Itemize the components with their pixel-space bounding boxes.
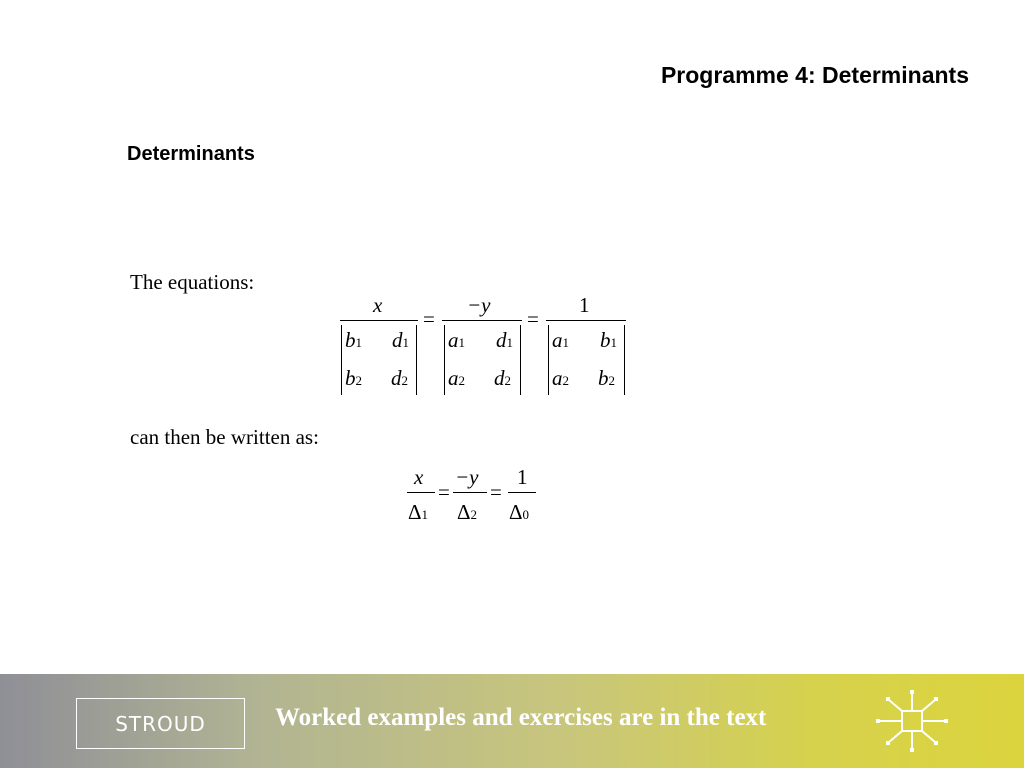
det1-r2c2: d2: [391, 366, 408, 390]
det3-r2c2: b2: [598, 366, 615, 390]
det3-r2c1: a2: [552, 366, 569, 390]
intro-text: The equations:: [130, 270, 255, 294]
determinant-bar: [444, 325, 445, 395]
stroud-brand-box: STROUD: [76, 698, 245, 749]
denominator-delta-2: Δ2: [457, 500, 478, 524]
network-node-icon: [872, 688, 952, 754]
fraction-line: [442, 320, 522, 321]
determinant-bar: [548, 325, 549, 395]
fraction-line: [453, 492, 487, 493]
equals-sign: =: [438, 480, 450, 504]
det2-r2c2: d2: [494, 366, 511, 390]
det1-r2c1: b2: [345, 366, 362, 390]
denominator-delta-0: Δ0: [509, 500, 530, 524]
determinant-bar: [416, 325, 417, 395]
footer-tagline: Worked examples and exercises are in the text: [275, 704, 767, 731]
det3-r1c2: b1: [600, 328, 617, 352]
fraction-line: [546, 320, 626, 321]
programme-title: Programme 4: Determinants: [660, 62, 969, 88]
fraction-line: [407, 492, 435, 493]
determinant-bar: [520, 325, 521, 395]
denominator-delta-1: Δ1: [408, 500, 429, 524]
det1-r1c2: d1: [392, 328, 409, 352]
numerator-minus-y: −y: [455, 465, 479, 489]
equals-sign: =: [490, 480, 502, 504]
det1-r1c1: b1: [345, 328, 362, 352]
fraction-line: [508, 492, 536, 493]
determinant-bar: [341, 325, 342, 395]
det2-r2c1: a2: [448, 366, 465, 390]
determinant-bar: [624, 325, 625, 395]
fraction-line: [340, 320, 418, 321]
equals-sign: =: [527, 307, 539, 331]
det2-r1c2: d1: [496, 328, 513, 352]
numerator-one: 1: [517, 465, 528, 489]
section-heading: Determinants: [127, 143, 255, 165]
numerator-minus-y: −y: [467, 293, 491, 317]
numerator-x: x: [414, 465, 424, 489]
footer-band: [0, 674, 1024, 768]
det3-r1c1: a1: [552, 328, 569, 352]
numerator-one: 1: [579, 293, 590, 317]
equals-sign: =: [423, 307, 435, 331]
numerator-x: x: [373, 293, 383, 317]
det2-r1c1: a1: [448, 328, 465, 352]
then-text: can then be written as:: [130, 425, 319, 449]
